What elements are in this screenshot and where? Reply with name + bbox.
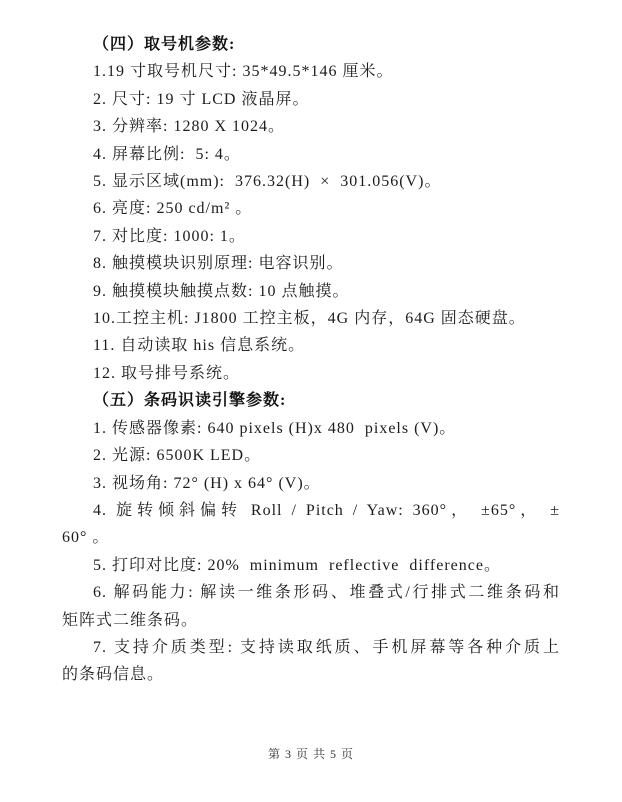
- spec-text-line: 5. 打印对比度: 20% minimum reflective difference。: [93, 556, 501, 574]
- spec-text-line: 12. 取号排号系统。: [93, 364, 241, 382]
- spec-text-line: 1. 传感器像素: 640 pixels (H)x 480 pixels (V)。: [93, 419, 457, 437]
- spec-text-line: 8. 触摸模块识别原理: 电容识别。: [93, 255, 344, 273]
- spec-text-line: 3. 视场角: 72° (H) x 64° (V)。: [93, 474, 321, 492]
- spec-text-line: 3. 分辨率: 1280 X 1024。: [93, 118, 286, 136]
- spec-text-line: 60° 。: [62, 529, 110, 547]
- spec-text-line: 7. 支持介质类型: 支持读取纸质、手机屏幕等各种介质上: [93, 638, 560, 656]
- spec-text-line: 11. 自动读取 his 信息系统。: [93, 337, 306, 355]
- spec-text-line: 的条码信息。: [62, 666, 165, 684]
- page-number-footer: 第 3 页 共 5 页: [267, 747, 354, 761]
- spec-text-line: 6. 解码能力: 解读一维条形码、堆叠式/行排式二维条码和: [93, 584, 560, 602]
- spec-text-line: 7. 对比度: 1000: 1。: [93, 227, 246, 245]
- spec-text-line: 1.19 寸取号机尺寸: 35*49.5*146 厘米。: [93, 63, 394, 81]
- spec-text-line: 矩阵式二维条码。: [62, 611, 199, 629]
- spec-text-line: 4. 屏幕比例: 5: 4。: [93, 145, 241, 163]
- spec-text-line: 2. 尺寸: 19 寸 LCD 液晶屏。: [93, 90, 310, 108]
- spec-text-line: 9. 触摸模块触摸点数: 10 点触摸。: [93, 282, 350, 300]
- spec-text-line: 10.工控主机: J1800 工控主板，4G 内存，64G 固态硬盘。: [93, 310, 526, 328]
- spec-text-line: 5. 显示区域(mm): 376.32(H) × 301.056(V)。: [93, 173, 442, 191]
- spec-text-line: 2. 光源: 6500K LED。: [93, 447, 262, 465]
- document-body: [62, 31, 560, 689]
- spec-text-line: 4. 旋转倾斜偏转 Roll / Pitch / Yaw: 360°， ±65°， ±: [93, 501, 560, 519]
- section-heading: （五）条码识读引擎参数:: [93, 392, 287, 410]
- spec-text-line: 6. 亮度: 250 cd/m² 。: [93, 200, 253, 218]
- section-heading: （四）取号机参数:: [93, 36, 236, 53]
